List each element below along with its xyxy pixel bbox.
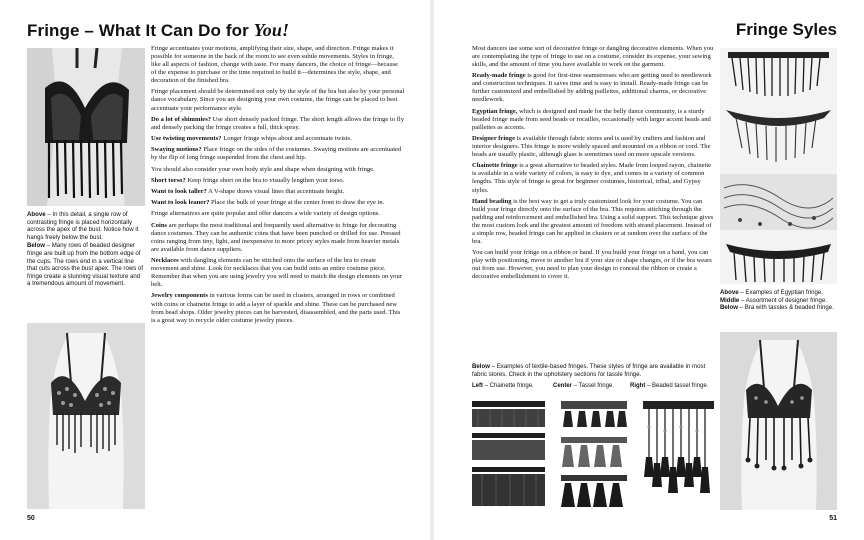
strip-label-lead: Right <box>630 383 646 389</box>
left-paragraph-text: Place fringe on the sides of the costumes. Swaying motions are accentuated by the flip of long fringe suspended from the chest and hip. <box>151 146 402 162</box>
left-paragraph <box>151 116 405 132</box>
caption-below-text: – Many rows of beaded designer fringe are built up from the bottom edge of the cups. The rows end in a vertical line that cuts across the bust apex. The rows of fringe create a stunning visual texture and a tremendous amount of movement. <box>27 242 144 288</box>
right-paragraph <box>472 135 714 159</box>
right-page-number: 51 <box>829 515 837 522</box>
right-paragraph <box>472 108 714 132</box>
left-paragraph <box>151 177 405 185</box>
right-paragraph-text: is a great alternative to beaded styles. Made from looped rayon, chainette is available in a wide variety of colors, is easy to dye, and comes in a variety of common lengths. This style of fringe is great for beginner costumes, historical, tribal, and Gypsy styles. <box>472 162 712 194</box>
left-paragraph-lead: Short torso? <box>151 176 186 184</box>
left-paragraph-text: Fringe alternatives are quite popular and offer dancers a wide variety of design options. <box>151 210 380 218</box>
caption-text: – Bra with tassles & beaded fringe. <box>737 304 834 312</box>
left-paragraph-text: Keep fringe short on the bra to visually lengthen your torso. <box>185 176 345 184</box>
caption-middle-designer <box>720 297 846 305</box>
left-paragraph-text: Fringe placement should be determined not only by the style of the bra but also by your personal dance vocabulary. Since you are designing your own costume, the fringe can be placed to best accentuate your performance style. <box>151 88 405 112</box>
right-paragraph-lead: Hand beading <box>472 197 512 205</box>
left-paragraph-text: with dangling elements can be stitched onto the surface of the bra to create movement and shine. Look for necklaces that you can build onto an entire costume piece. Remember that when you are using jewelry you will need to match the design elements on your belt. <box>151 257 402 289</box>
strip-label-center <box>553 383 623 391</box>
left-title-emphasis: You! <box>253 20 290 40</box>
left-page-title <box>27 20 289 41</box>
right-paragraph-text: Most dancers use some sort of decorative fringe or dangling decorative elements. When you are contemplating the type of fringe to use on a costume, consider its expense, your sewing skills, and the amount of time you have available to work on the garment. <box>472 45 714 69</box>
left-paragraph <box>151 166 405 174</box>
photo-beaded-tassel-fringe <box>643 397 714 510</box>
strip-label-text: – Beaded tassel fringe. <box>645 383 709 389</box>
right-paragraph-lead: Chainette fringe <box>472 162 518 170</box>
left-paragraph-lead: Jewelry components <box>151 292 208 300</box>
right-paragraph-lead: Ready-made fringe <box>472 72 526 80</box>
photo-tassel-fringe <box>559 397 629 510</box>
left-paragraph-text: in various forms can be used in clusters, arranged in rows or combined with coins or chainette fringe to add a layer of sparkle and shine. These can be purchased new from bead shops. Older jewelry pieces can be harvested, disassembled, and the parts used. This is a great way to recycle older costume jewelry pieces. <box>151 292 401 324</box>
left-page-number: 50 <box>27 515 35 522</box>
right-paragraph <box>472 72 714 104</box>
left-paragraph-text: Place the bulk of your fringe at the center front to draw the eye in. <box>209 199 385 207</box>
photo-tassel-bra-mannequin <box>720 332 837 510</box>
caption-lead: Middle <box>720 296 740 304</box>
right-paragraph <box>472 249 714 281</box>
left-paragraph-lead: Want to look leaner? <box>151 199 210 207</box>
strip-label-left <box>472 383 556 391</box>
right-paragraph <box>472 198 714 246</box>
left-paragraph <box>151 257 405 289</box>
left-paragraph <box>151 45 405 85</box>
caption-above <box>27 211 145 241</box>
caption-below <box>27 242 145 288</box>
left-caption-top <box>27 211 145 289</box>
right-paragraph <box>472 45 714 69</box>
left-paragraph-lead: Necklaces <box>151 257 179 265</box>
left-paragraph-lead: Want to look taller? <box>151 188 207 196</box>
left-paragraph <box>151 210 405 218</box>
photo-black-lace-bra <box>27 48 145 206</box>
caption-below-lead: Below <box>27 242 45 250</box>
caption-lead: Above <box>720 289 739 296</box>
left-paragraph <box>151 135 405 143</box>
right-text-column <box>472 45 714 285</box>
left-paragraph <box>151 188 405 196</box>
caption-textile-text <box>472 363 714 378</box>
caption-above-lead: Above <box>27 211 46 218</box>
left-paragraph-lead: Use twisting movements? <box>151 135 222 143</box>
strip-label-right <box>630 383 714 391</box>
strip-label-lead: Left <box>472 383 483 389</box>
strip-label-text: – Chainette fringe. <box>483 383 534 389</box>
left-paragraph <box>151 199 405 207</box>
left-paragraph-text: A V-shape draws visual lines that accentuate height. <box>206 188 345 196</box>
left-paragraph-text: Longer fringe whips about and accentuate twists. <box>221 135 352 143</box>
left-paragraph-lead: Do a lot of shimmies? <box>151 115 212 123</box>
photo-chainette-fringe <box>472 397 545 510</box>
page-gutter <box>430 0 434 540</box>
caption-lead: Below <box>472 363 490 370</box>
left-title-main: Fringe – What It Can Do for <box>27 21 254 40</box>
photo-fringe-samples-stack <box>720 48 837 284</box>
right-page-title: Fringe Syles <box>735 20 837 39</box>
caption-below-bra <box>720 304 846 312</box>
strip-label-text: – Tassel fringe. <box>572 383 614 389</box>
caption-lead: Below <box>720 304 738 312</box>
left-paragraph-text: are perhaps the most traditional and frequently used alternative to fringe for decorating dance costumes. They can be authentic coins that have been punched or drilled for use. Pressed coins ranging from tiny, light, and inexpensive to more pricey styles made from heavier metals are available from dance suppliers. <box>151 221 401 253</box>
caption-text: – Assortment of designer fringe. <box>739 296 828 304</box>
right-paragraph-text: is the best way to get a truly customized look for your costume. You can build your fringe directly onto the surface of the bra. This requires stitching through the padding and reinforcement and embellished bra. Using a solid support. This technique gives the most custom look and the greatest amount of freedom with strand placement. Instead of a simple row, beaded fringe can be applied in clusters or at random over the surface of the bra. <box>472 197 714 245</box>
right-paragraph <box>472 162 714 194</box>
left-paragraph-text: Use short densely packed fringe. The short length allows the fringe to fly and densely packing the fringe creates a full, thick spray. <box>151 115 404 131</box>
right-paragraph-text: which is designed and made for the belly dance community, is a sturdy beaded fringe made from seed beads or rocailles, occasionally with larger accent beads and paillettes as accents. <box>472 107 711 131</box>
right-paragraph-text: You can build your fringe on a ribbon or band. If you build your fringe on a band, you can play with positioning, move to another bra if your size or shape changes, or if the bra wears out from use. However, you need to plan your design to conceal the ribbon or create a decorative embellishment to cover it. <box>472 249 712 281</box>
left-paragraph <box>151 88 405 112</box>
left-paragraph <box>151 222 405 254</box>
strip-label-lead: Center <box>553 383 573 389</box>
right-paragraph-lead: Egyptian fringe, <box>472 107 518 115</box>
left-paragraph-text: You should also consider your own body style and shape when designing with fringe. <box>151 165 375 173</box>
right-caption-stack <box>720 289 846 312</box>
left-text-column <box>151 45 405 328</box>
left-paragraph <box>151 146 405 162</box>
left-paragraph-text: Fringe accentuates your motions, amplifying their size, shape, and direction. Fringe makes it possible for someone in the back of the room to see even subtle movements. Styles in fringe, like all aspects of fashion, change with taste. For many dancers, the choice of fringe—because of the expense to purchase or the time required to build it—determines the style, shape, and decoration of the finished bra. <box>151 45 399 85</box>
photo-beaded-bra-mannequin <box>27 323 145 509</box>
right-paragraph-lead: Designer fringe <box>472 135 515 143</box>
caption-text: – Examples of textile-based fringes. These styles of fringe are available in most fabric stores. Check in the upholstery sections for tassle fringe. <box>472 363 706 378</box>
caption-above-text: – In this detail, a single row of contrasting fringe is placed horizontally across the apex of the bust. Notice how it hangs freely below the bust. <box>27 211 139 241</box>
right-paragraph-text: is available through fabric stores and is used by crafters and fashion and interior designers. This fringe is more widely spaced and mounted on a ribbon or cord. The beads are usually plastic, although glass is sometimes used on more upscale versions. <box>472 135 711 159</box>
left-paragraph <box>151 292 405 324</box>
caption-text: – Examples of Egyptian fringe. <box>738 289 823 296</box>
caption-above-egyptian <box>720 289 846 297</box>
left-paragraph-lead: Swaying motions? <box>151 146 202 154</box>
caption-textile-fringes <box>472 363 714 379</box>
right-paragraph-text: is good for first-time seamstresses who are getting used to needlework and construction techniques. It saves time and is easy to install. Ready-made fringe can be further customized and embellished by adding paillettes, additional charms, or decorative needlework. <box>472 72 712 104</box>
left-paragraph-lead: Coins <box>151 221 168 229</box>
